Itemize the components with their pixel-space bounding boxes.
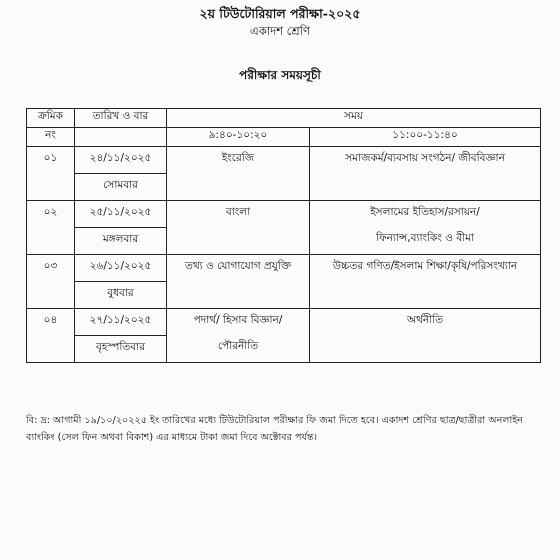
- header-slot-1: ৯:৪০-১০:২০: [167, 128, 310, 147]
- slot2-subject: সমাজকর্ম/ব্যবসায় সংগঠন/ জীববিজ্ঞান: [345, 152, 505, 164]
- serial-number: ০১: [43, 152, 58, 164]
- exam-day: বৃহস্পতিবার: [96, 341, 145, 353]
- schedule-table: [26, 108, 541, 363]
- table-subheader-row: [27, 128, 541, 147]
- exam-day: সোমবার: [103, 179, 138, 191]
- table-row: [27, 147, 541, 201]
- header-date: তারিখ ও বার: [75, 109, 167, 128]
- slot1-subject-cell: [167, 201, 310, 255]
- footnote: বি: দ্র: আগামী ১৯/১০/২০২২৫ ইং তারিখের মধ্যে টিউটোরিয়াল পরীক্ষার ফি জমা দিতে হবে। একাদশ শ্রেণির ছাত্র/ছাত্রীরা অনলাইন ব্যাংকিং (সেল ফিন অথবা বিকাশ) এর মাধ্যমে টাকা জমা দিবে অক্টোবর পর্যন্ত।: [26, 415, 523, 443]
- serial-cell: [27, 201, 75, 255]
- serial-number: ০২: [43, 206, 58, 218]
- serial-number: ০৪: [43, 314, 58, 326]
- exam-title: ২য় টিউটোরিয়াল পরীক্ষা-২০২৫: [199, 6, 361, 21]
- slot2-subject: ফিন্যান্স,ব্যাংকিং ও বীমা: [375, 232, 475, 244]
- serial-cell: [27, 309, 75, 363]
- header-serial-bottom: নং: [27, 128, 75, 147]
- exam-date: ২৪/১১/২০২৫: [75, 147, 166, 174]
- header-serial-top: ক্রমিক: [27, 109, 75, 128]
- exam-day: মঙ্গলবার: [102, 233, 139, 245]
- slot2-subject-cell: [310, 309, 541, 363]
- slot1-subject-cell: [167, 147, 310, 201]
- header-slot-2: ১১:০০-১১:৪০: [310, 128, 541, 147]
- slot2-subject: উচ্চতর গণিত/ইসলাম শিক্ষা/কৃষি/পরিসংখ্যান: [332, 260, 518, 272]
- slot2-subject: ইসলামের ইতিহাস/রসায়ন/: [370, 206, 480, 218]
- exam-date: ২৬/১১/২০২৫: [75, 255, 166, 282]
- date-cell: [75, 309, 167, 363]
- slot1-subject-cell: [167, 309, 310, 363]
- exam-date: ২৫/১১/২০২৫: [75, 201, 166, 228]
- slot2-subject-cell: [310, 201, 541, 255]
- slot1-subject: বাংলা: [225, 206, 251, 218]
- table-row: [27, 309, 541, 363]
- slot1-subject: পদার্থ/ হিসাব বিজ্ঞান/: [193, 314, 283, 326]
- table-row: [27, 255, 541, 309]
- serial-number: ০৩: [43, 260, 58, 272]
- slot2-subject-cell: [310, 147, 541, 201]
- serial-cell: [27, 147, 75, 201]
- serial-cell: [27, 255, 75, 309]
- table-row: [27, 201, 541, 255]
- header-time: সময়: [167, 109, 541, 128]
- exam-date: ২৭/১১/২০২৫: [75, 309, 166, 336]
- table-header-row: [27, 109, 541, 128]
- routine-heading: পরীক্ষার সময়সূচী: [239, 68, 321, 82]
- date-cell: [75, 147, 167, 201]
- slot2-subject: অর্থনীতি: [406, 314, 444, 326]
- slot2-subject-cell: [310, 255, 541, 309]
- exam-day: বুধবার: [107, 287, 134, 299]
- slot1-subject: পৌরনীতি: [217, 340, 259, 352]
- class-name: একাদশ শ্রেণি: [250, 24, 310, 38]
- date-cell: [75, 255, 167, 309]
- slot1-subject: তথ্য ও যোগাযোগ প্রযুক্তি: [184, 260, 292, 272]
- header-date-blank: [75, 128, 167, 147]
- slot1-subject-cell: [167, 255, 310, 309]
- slot1-subject: ইংরেজি: [221, 152, 255, 164]
- date-cell: [75, 201, 167, 255]
